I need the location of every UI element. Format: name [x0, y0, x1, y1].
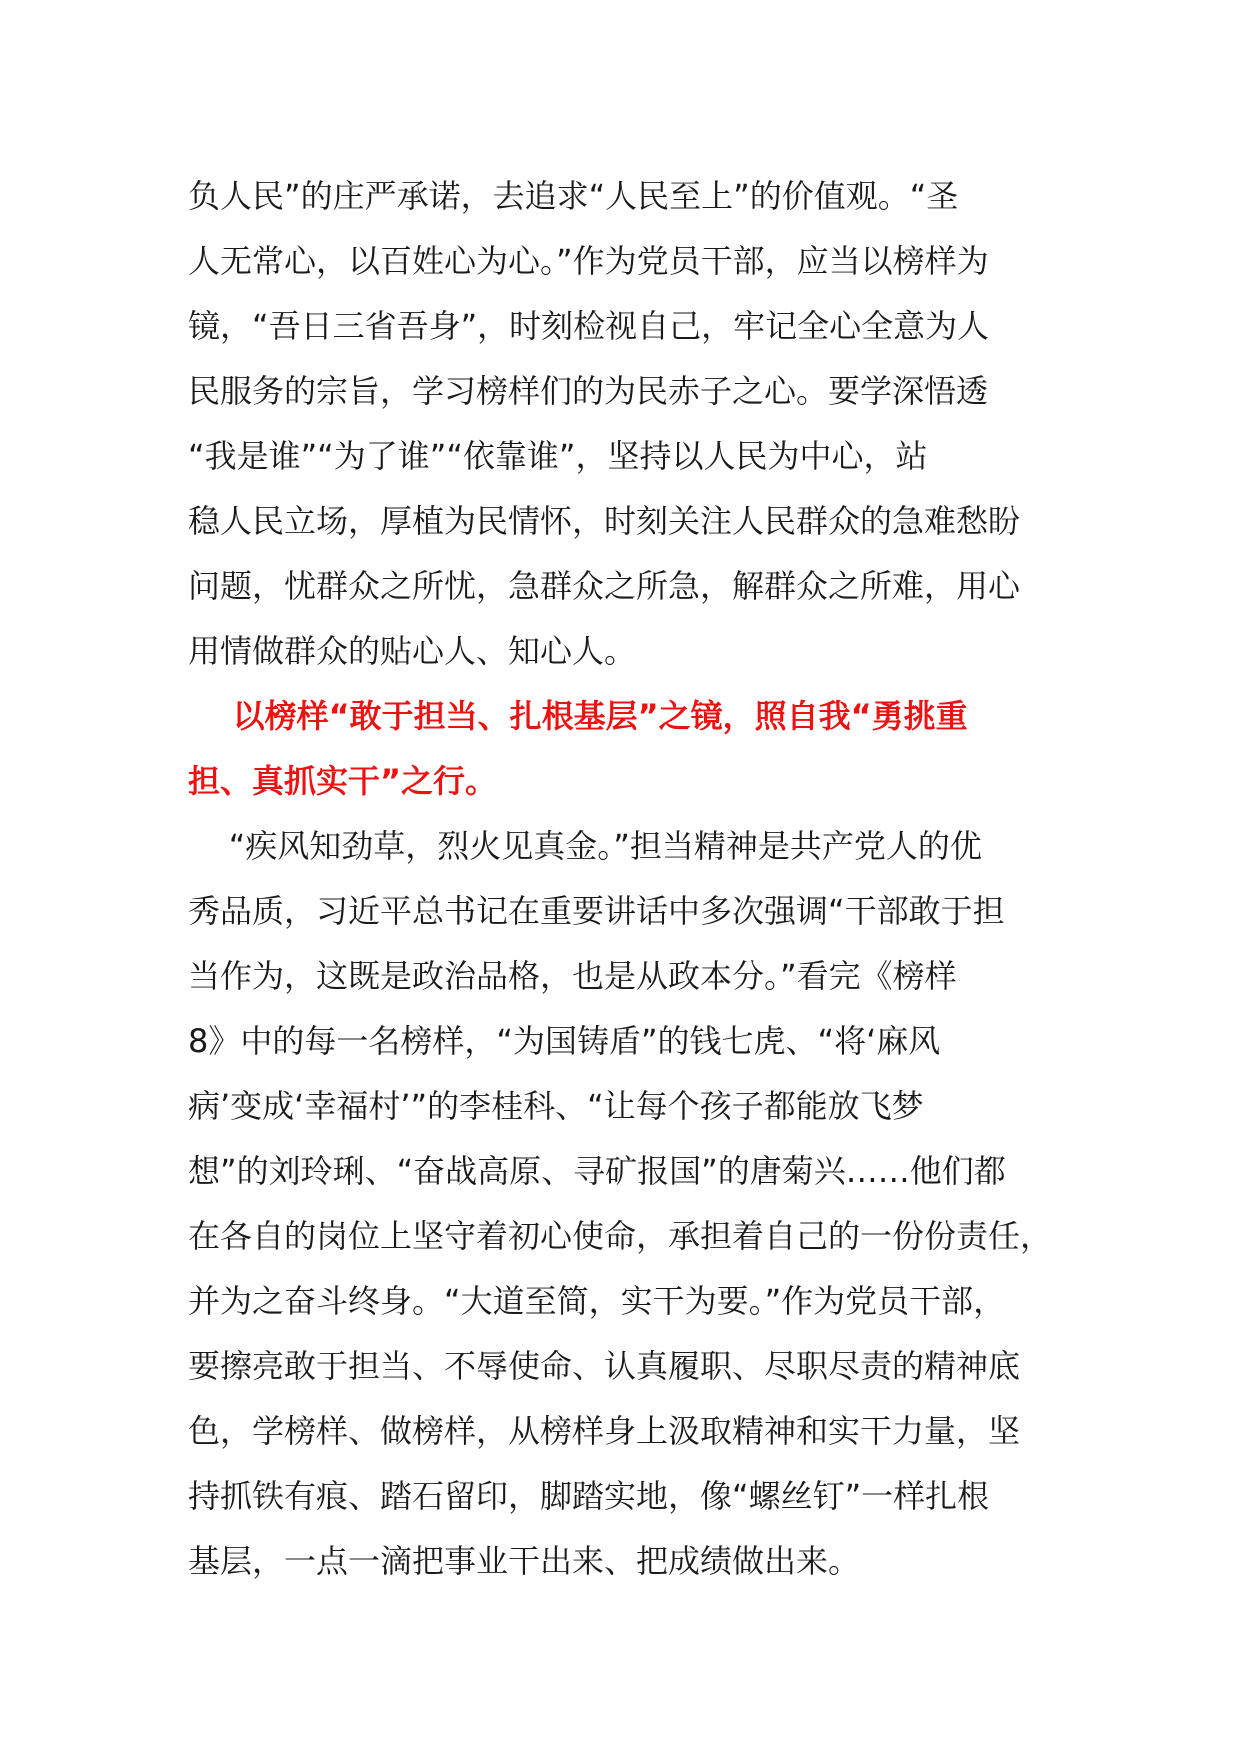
text-line: 用情做群众的贴心人、知心人。 — [188, 632, 637, 670]
paragraph-responsibility — [188, 814, 1058, 1594]
text-line: “疾风知劲草，烈火见真金。”担当精神是共产党人的优 — [188, 827, 982, 865]
text-line: 色，学榜样、做榜样，从榜样身上汲取精神和实干力量，坚 — [188, 1412, 1021, 1450]
heading-line: 担、真抓实干”之行。 — [188, 762, 498, 800]
text-line: 秀品质，习近平总书记在重要讲话中多次强调“干部敢于担 — [188, 892, 1005, 930]
text-line: 持抓铁有痕、踏石留印，脚踏实地，像“螺丝钉”一样扎根 — [188, 1477, 990, 1515]
section-heading — [188, 684, 1058, 814]
text-line: 问题，忧群众之所忧，急群众之所急，解群众之所难，用心 — [188, 567, 1021, 605]
text-line: 并为之奋斗终身。“大道至简，实干为要。”作为党员干部， — [188, 1282, 1006, 1320]
text-line: “我是谁”“为了谁”“依靠谁”，坚持以人民为中心，站 — [188, 437, 928, 475]
text-line: 基层，一点一滴把事业干出来、把成绩做出来。 — [188, 1542, 861, 1580]
text-line: 想”的刘玲琍、“奋战高原、寻矿报国”的唐菊兴……他们都 — [188, 1152, 1006, 1190]
text-line: 病’变成‘幸福村’”的李桂科、“让每个孩子都能放飞梦 — [188, 1087, 924, 1125]
text-line: 当作为，这既是政治品格，也是从政本分。”看完《榜样 — [188, 957, 957, 995]
text-line: 稳人民立场，厚植为民情怀，时刻关注人民群众的急难愁盼 — [188, 502, 1021, 540]
document-body — [188, 164, 1058, 1594]
text-line: 负人民”的庄严承诺，去追求“人民至上”的价值观。“圣 — [188, 177, 959, 215]
paragraph-people-first — [188, 164, 1058, 684]
text-line: 8》中的每一名榜样，“为国铸盾”的钱七虎、“将‘麻风 — [188, 1022, 941, 1060]
text-line: 人无常心，以百姓心为心。”作为党员干部，应当以榜样为 — [188, 242, 989, 280]
text-line: 要擦亮敢于担当、不辱使命、认真履职、尽职尽责的精神底 — [188, 1347, 1021, 1385]
text-line: 民服务的宗旨，学习榜样们的为民赤子之心。要学深悟透 — [188, 372, 989, 410]
heading-line: 以榜样“敢于担当、扎根基层”之镜，照自我“勇挑重 — [188, 697, 968, 735]
text-line: 在各自的岗位上坚守着初心使命，承担着自己的一份份责任， — [188, 1217, 1053, 1255]
text-line: 镜，“吾日三省吾身”，时刻检视自己，牢记全心全意为人 — [188, 307, 990, 345]
